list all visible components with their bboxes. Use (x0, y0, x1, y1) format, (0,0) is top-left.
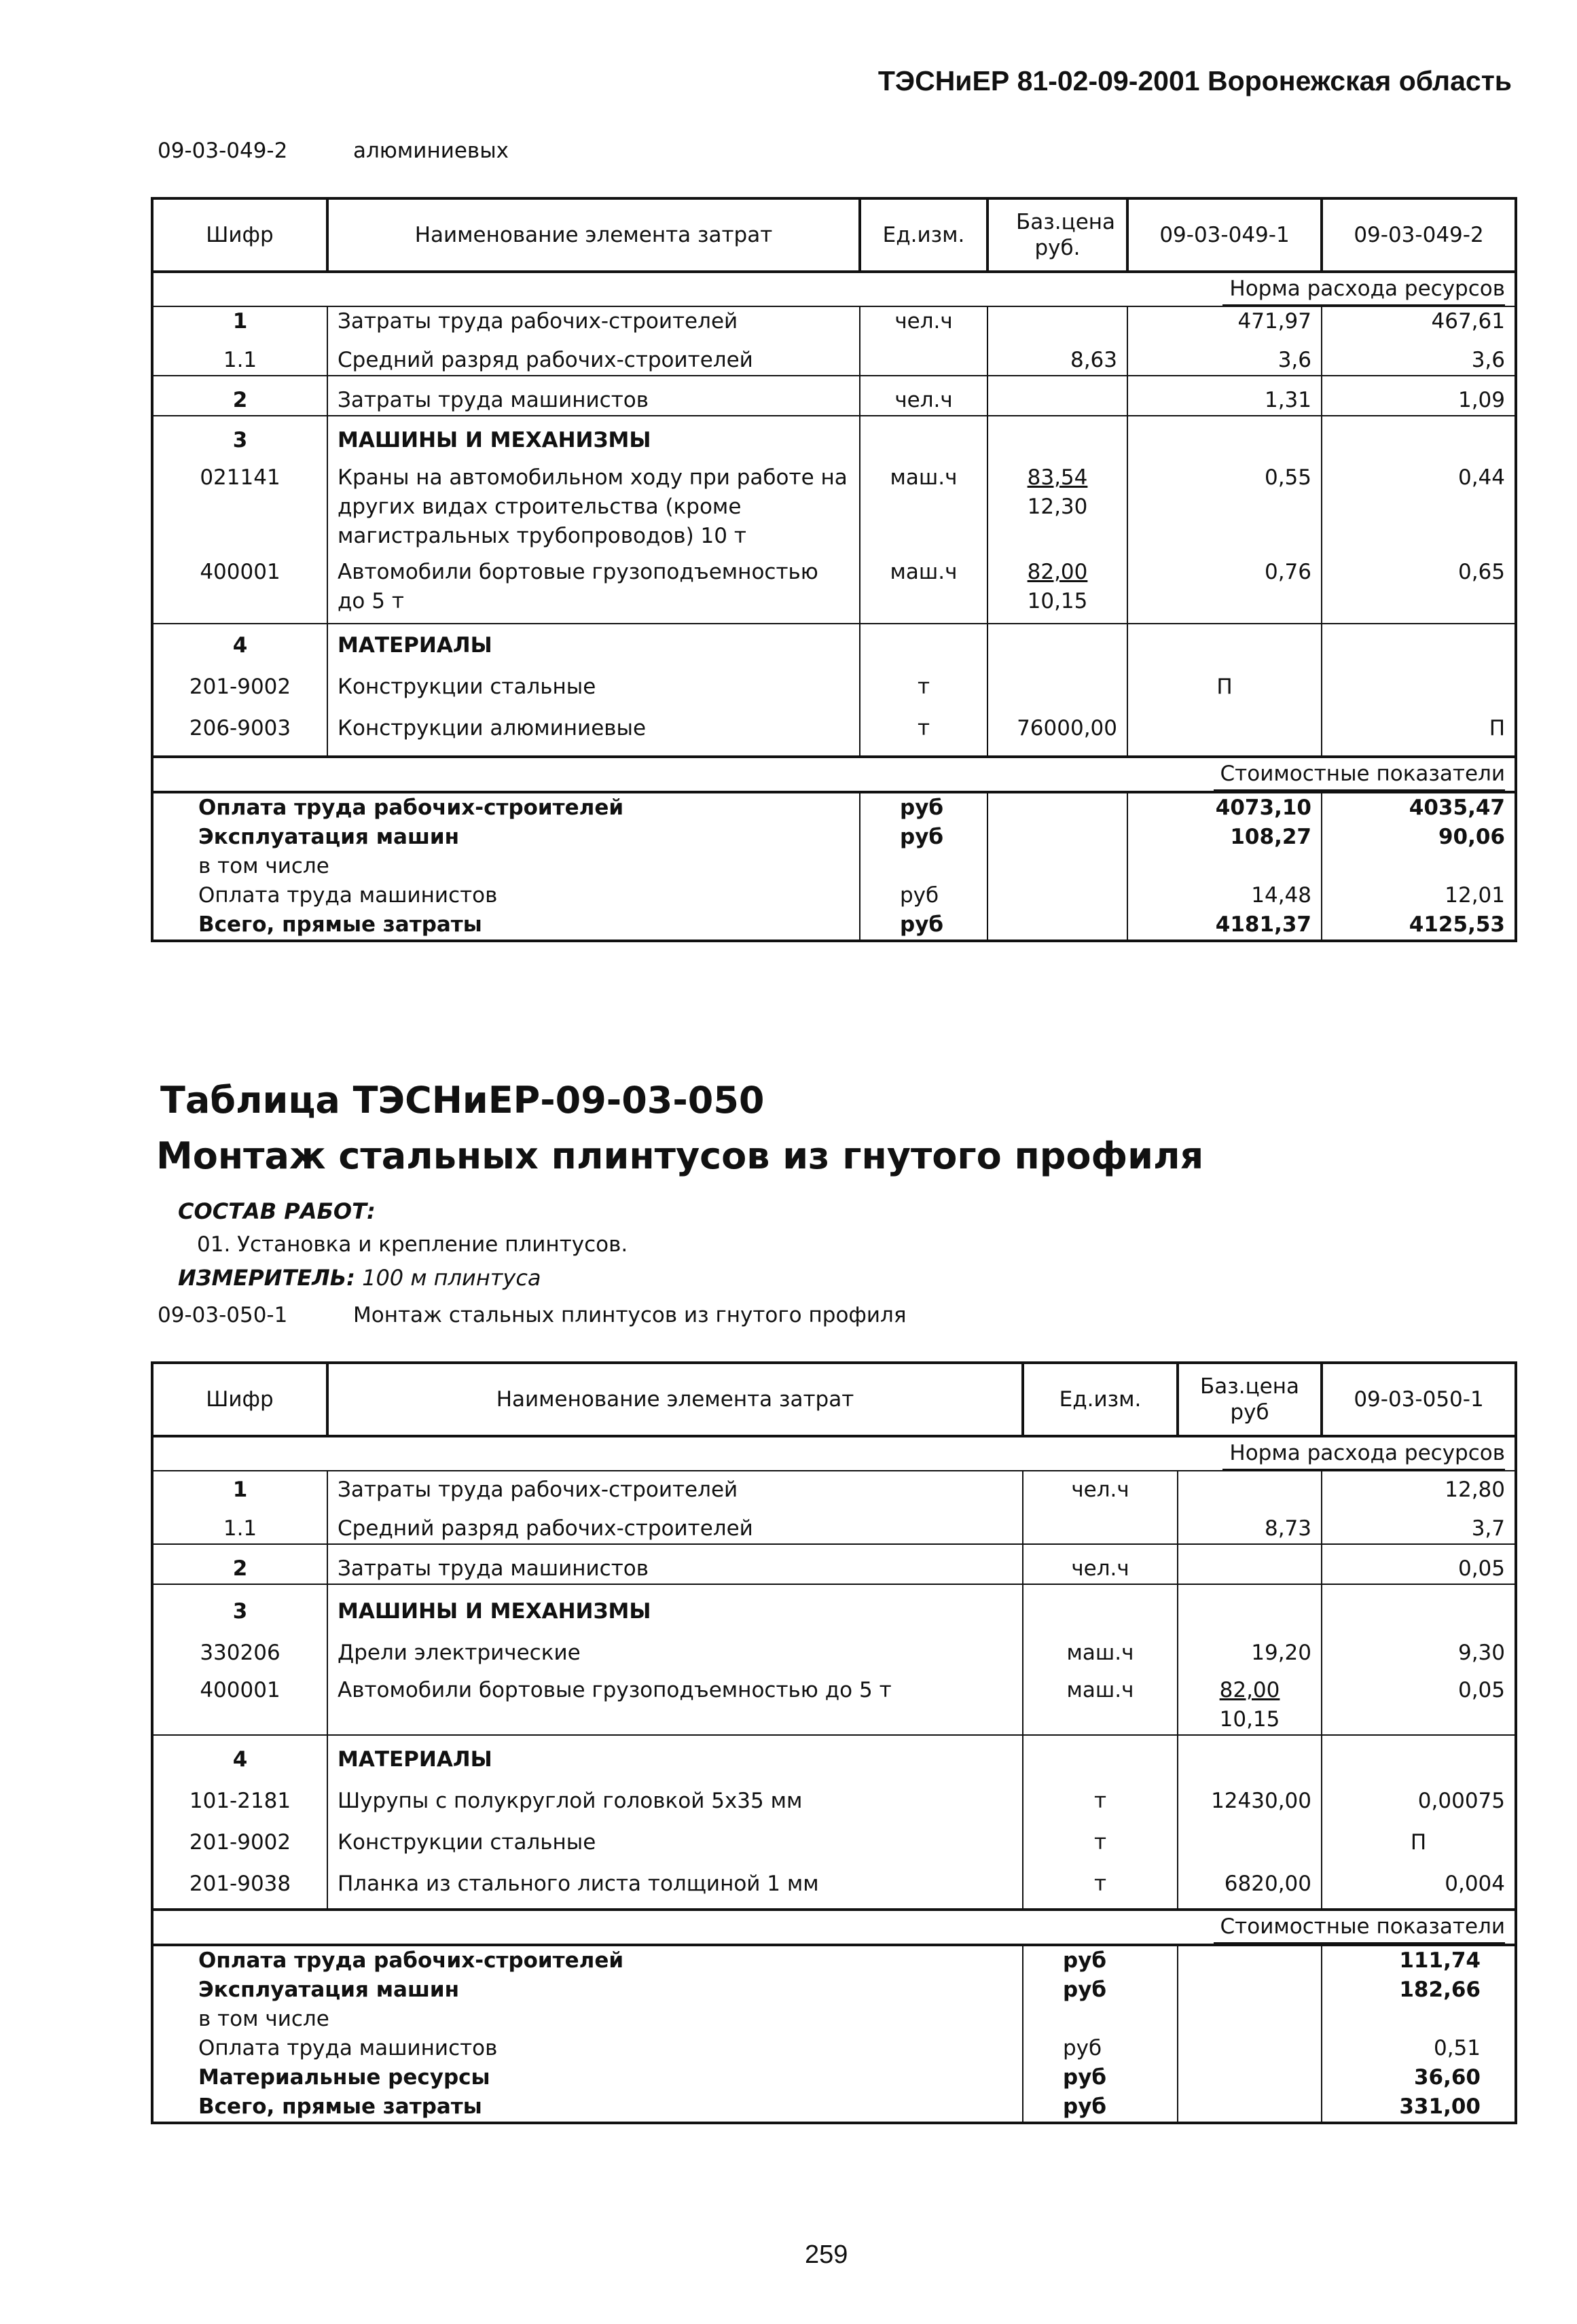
row-unit: маш.ч (860, 455, 987, 551)
row-code: 1.1 (152, 336, 327, 376)
summary-row (152, 881, 1516, 910)
table-row (152, 624, 1516, 660)
row-value-1: 0,05 (1322, 1544, 1516, 1584)
summary-label: в том числе (152, 2005, 1023, 2034)
row-name: Затраты труда машинистов (327, 1544, 1023, 1584)
summary-row (152, 823, 1516, 852)
t2-code-line-name: Монтаж стальных плинтусов из гнутого профиля (353, 1303, 907, 1327)
col-header-name: Наименование элемента затрат (327, 198, 860, 272)
row-code: 201-9002 (152, 660, 327, 702)
price-operator: 10,15 (1027, 589, 1088, 613)
row-name: Затраты труда рабочих-строителей (327, 306, 860, 336)
table-row (152, 551, 1516, 624)
summary-value-2: 4035,47 (1322, 792, 1516, 823)
measure-value: 100 м плинтуса (362, 1265, 541, 1291)
summary-label: Всего, прямые затраты (152, 910, 860, 941)
row-name: Дрели электрические (327, 1626, 1023, 1668)
col-header-unit: Ед.изм. (1023, 1363, 1178, 1436)
summary-label: Эксплуатация машин (152, 823, 860, 852)
row-value-1 (1127, 702, 1322, 757)
summary-row (152, 1945, 1516, 1976)
summary-unit: руб (1023, 2034, 1178, 2063)
col-header-050-1: 09-03-050-1 (1322, 1363, 1516, 1436)
row-unit: т (860, 660, 987, 702)
summary-row (152, 2092, 1516, 2123)
row-code: 201-9002 (152, 1816, 327, 1857)
summary-label: Всего, прямые затраты (152, 2092, 1023, 2123)
row-price (1178, 1668, 1322, 1735)
table-row (152, 702, 1516, 757)
row-unit (1023, 1505, 1178, 1544)
summary-row (152, 2005, 1516, 2034)
row-price (987, 660, 1127, 702)
summary-row (152, 792, 1516, 823)
col-header-price: Баз.цена руб (1178, 1363, 1322, 1436)
row-value-1: 3,7 (1322, 1505, 1516, 1544)
summary-unit: руб (1023, 1976, 1178, 2005)
measure-line (178, 1265, 541, 1291)
row-price: 12430,00 (1178, 1774, 1322, 1816)
summary-row (152, 852, 1516, 881)
table-row (152, 376, 1516, 416)
cost-label: Стоимостные показатели (1214, 1911, 1505, 1944)
t1-code-line-code: 09-03-049-2 (158, 139, 288, 163)
col-header-unit: Ед.изм. (860, 198, 987, 272)
summary-label: в том числе (152, 852, 860, 881)
row-name: Средний разряд рабочих-строителей (327, 1505, 1023, 1544)
row-name: Краны на автомобильном ходу при работе на других видах строительства (кроме магистральных трубопроводов) 10 т (327, 455, 860, 551)
row-unit: т (1023, 1816, 1178, 1857)
row-value-1: 0,05 (1322, 1668, 1516, 1735)
summary-value-1: 111,74 (1322, 1945, 1516, 1976)
table-row (152, 1774, 1516, 1816)
row-price (1178, 1544, 1322, 1584)
col-header-049-2: 09-03-049-2 (1322, 198, 1516, 272)
summary-value-2: 12,01 (1322, 881, 1516, 910)
row-value-2: П (1322, 702, 1516, 757)
summary-unit: руб (860, 881, 987, 910)
row-name: Затраты труда машинистов (327, 376, 860, 416)
summary-value-1: 331,00 (1322, 2092, 1516, 2123)
row-price: 8,73 (1178, 1505, 1322, 1544)
sostav-label: СОСТАВ РАБОТ: (178, 1198, 376, 1224)
table-row (152, 1735, 1516, 1774)
table-header-row (152, 1363, 1516, 1436)
summary-row (152, 1976, 1516, 2005)
measure-label: ИЗМЕРИТЕЛЬ: (178, 1265, 355, 1291)
row-value-1: 0,55 (1127, 455, 1322, 551)
col-header-049-1: 09-03-049-1 (1127, 198, 1322, 272)
row-price: 8,63 (987, 336, 1127, 376)
row-name: Шурупы с полукруглой головкой 5х35 мм (327, 1774, 1023, 1816)
norma-band (152, 1436, 1516, 1471)
t2-code-line-code: 09-03-050-1 (158, 1303, 288, 1327)
table-row (152, 1505, 1516, 1544)
summary-unit: руб (860, 823, 987, 852)
summary-unit: руб (1023, 2092, 1178, 2123)
row-value-1: 471,97 (1127, 306, 1322, 336)
row-value-2 (1322, 660, 1516, 702)
table-row (152, 1584, 1516, 1626)
price-machine: 83,54 (1027, 465, 1088, 490)
row-value-1: П (1322, 1816, 1516, 1857)
summary-label: Материальные ресурсы (152, 2063, 1023, 2092)
col-header-shifr: Шифр (152, 1363, 327, 1436)
row-name: Конструкции стальные (327, 660, 860, 702)
cost-band (152, 757, 1516, 792)
resource-table-049 (151, 197, 1517, 942)
table-row (152, 1544, 1516, 1584)
table-row (152, 455, 1516, 551)
row-value-1: 9,30 (1322, 1626, 1516, 1668)
summary-label: Эксплуатация машин (152, 1976, 1023, 2005)
table-row (152, 1668, 1516, 1735)
table-subtitle: Монтаж стальных плинтусов из гнутого профиля (156, 1134, 1204, 1177)
row-value-1: 0,004 (1322, 1857, 1516, 1910)
summary-row (152, 2034, 1516, 2063)
row-price (987, 376, 1127, 416)
row-unit: маш.ч (1023, 1626, 1178, 1668)
summary-value-2: 90,06 (1322, 823, 1516, 852)
row-price: 19,20 (1178, 1626, 1322, 1668)
row-value-1: 0,76 (1127, 551, 1322, 624)
table-row (152, 1626, 1516, 1668)
row-price: 76000,00 (987, 702, 1127, 757)
cost-label: Стоимостные показатели (1214, 758, 1505, 791)
row-unit: т (860, 702, 987, 757)
norma-label: Норма расхода ресурсов (1222, 273, 1505, 306)
row-value-1: 1,31 (1127, 376, 1322, 416)
table-row (152, 336, 1516, 376)
row-unit (860, 336, 987, 376)
row-price (1178, 1816, 1322, 1857)
table-header-row (152, 198, 1516, 272)
price-operator: 12,30 (1027, 495, 1088, 519)
row-value-2: 0,65 (1322, 551, 1516, 624)
table-row (152, 1471, 1516, 1505)
table-row (152, 306, 1516, 336)
row-value-1: 0,00075 (1322, 1774, 1516, 1816)
row-value-2: 1,09 (1322, 376, 1516, 416)
row-code: 201-9038 (152, 1857, 327, 1910)
summary-value-1: 4181,37 (1127, 910, 1322, 941)
row-unit: маш.ч (860, 551, 987, 624)
cost-band (152, 1910, 1516, 1945)
summary-label: Оплата труда машинистов (152, 2034, 1023, 2063)
row-name: Конструкции стальные (327, 1816, 1023, 1857)
section-code: 4 (152, 624, 327, 660)
summary-unit: руб (1023, 2063, 1178, 2092)
row-code: 330206 (152, 1626, 327, 1668)
summary-value-1: 108,27 (1127, 823, 1322, 852)
norma-band (152, 272, 1516, 306)
row-code: 1.1 (152, 1505, 327, 1544)
row-unit: чел.ч (1023, 1544, 1178, 1584)
row-value-2: 0,44 (1322, 455, 1516, 551)
row-value-2: 467,61 (1322, 306, 1516, 336)
row-unit: т (1023, 1857, 1178, 1910)
row-unit: чел.ч (860, 376, 987, 416)
row-code: 206-9003 (152, 702, 327, 757)
row-code: 1 (152, 1471, 327, 1505)
price-machine: 82,00 (1027, 560, 1088, 584)
row-code: 1 (152, 306, 327, 336)
row-code: 2 (152, 376, 327, 416)
summary-unit: руб (860, 792, 987, 823)
summary-unit: руб (1023, 1945, 1178, 1976)
row-name: Средний разряд рабочих-строителей (327, 336, 860, 376)
price-machine: 82,00 (1219, 1678, 1280, 1702)
section-title: МАТЕРИАЛЫ (327, 1735, 1023, 1774)
row-code: 2 (152, 1544, 327, 1584)
row-unit: чел.ч (1023, 1471, 1178, 1505)
row-unit: т (1023, 1774, 1178, 1816)
summary-value-1: 4073,10 (1127, 792, 1322, 823)
row-value-1: П (1127, 660, 1322, 702)
row-price (987, 306, 1127, 336)
row-value-2: 3,6 (1322, 336, 1516, 376)
section-title: МАШИНЫ И МЕХАНИЗМЫ (327, 1584, 1023, 1626)
summary-label: Оплата труда машинистов (152, 881, 860, 910)
table-row (152, 1857, 1516, 1910)
row-unit: чел.ч (860, 306, 987, 336)
row-price (1178, 1471, 1322, 1505)
row-code: 021141 (152, 455, 327, 551)
section-title: МАШИНЫ И МЕХАНИЗМЫ (327, 416, 860, 455)
table-row (152, 416, 1516, 455)
page-number: 259 (805, 2240, 848, 2269)
table-row (152, 660, 1516, 702)
row-name: Автомобили бортовые грузоподъемностью до 5 т (327, 1668, 1023, 1735)
section-code: 3 (152, 416, 327, 455)
row-name: Автомобили бортовые грузоподъемностью до 5 т (327, 551, 860, 624)
row-unit: маш.ч (1023, 1668, 1178, 1735)
row-value-1: 3,6 (1127, 336, 1322, 376)
summary-label: Оплата труда рабочих-строителей (152, 792, 860, 823)
row-code: 400001 (152, 551, 327, 624)
price-operator: 10,15 (1219, 1707, 1280, 1732)
running-header: ТЭСНиЕР 81-02-09-2001 Воронежская область (877, 65, 1512, 96)
summary-value-2: 4125,53 (1322, 910, 1516, 941)
norma-label: Норма расхода ресурсов (1222, 1437, 1505, 1470)
summary-unit: руб (860, 910, 987, 941)
summary-value-1: 14,48 (1127, 881, 1322, 910)
summary-row (152, 2063, 1516, 2092)
summary-row (152, 910, 1516, 941)
summary-value-1: 182,66 (1322, 1976, 1516, 2005)
summary-value-1: 0,51 (1322, 2034, 1516, 2063)
row-name: Затраты труда рабочих-строителей (327, 1471, 1023, 1505)
resource-table-050 (151, 1361, 1517, 2124)
table-row (152, 1816, 1516, 1857)
row-name: Конструкции алюминиевые (327, 702, 860, 757)
operation-text: 01. Установка и крепление плинтусов. (197, 1232, 628, 1257)
row-code: 101-2181 (152, 1774, 327, 1816)
row-price: 6820,00 (1178, 1857, 1322, 1910)
t1-code-line-name: алюминиевых (353, 139, 509, 163)
row-name: Планка из стального листа толщиной 1 мм (327, 1857, 1023, 1910)
row-value-1: 12,80 (1322, 1471, 1516, 1505)
row-price (987, 551, 1127, 624)
col-header-shifr: Шифр (152, 198, 327, 272)
col-header-name: Наименование элемента затрат (327, 1363, 1023, 1436)
row-price (987, 455, 1127, 551)
section-code: 3 (152, 1584, 327, 1626)
section-code: 4 (152, 1735, 327, 1774)
col-header-price: Баз.цена руб. (987, 198, 1127, 272)
section-title: МАТЕРИАЛЫ (327, 624, 860, 660)
summary-value-1: 36,60 (1322, 2063, 1516, 2092)
table-title: Таблица ТЭСНиЕР-09-03-050 (160, 1079, 765, 1122)
summary-label: Оплата труда рабочих-строителей (152, 1945, 1023, 1976)
row-code: 400001 (152, 1668, 327, 1735)
